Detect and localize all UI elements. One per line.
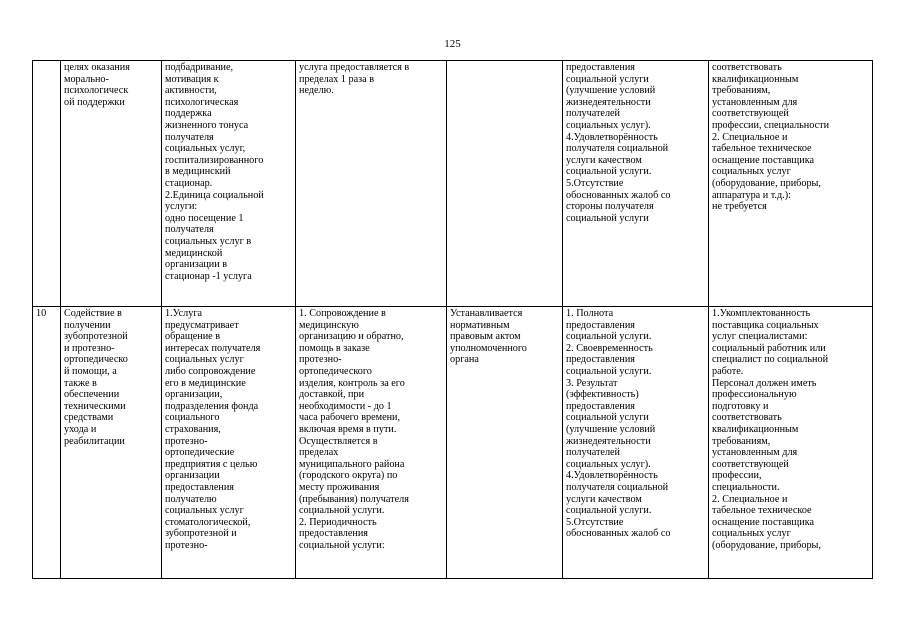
cell-text-line: морально-	[64, 73, 109, 85]
cell-text-line: 2. Периодичность	[299, 516, 377, 528]
cell-text-line: оснащение поставщика	[712, 154, 815, 166]
cell-text-line: квалификационным	[712, 423, 799, 435]
cell-text-line: социальных услуг).	[566, 458, 651, 470]
cell-text-line: зубопротезной	[64, 331, 128, 343]
cell-text-line: одно посещение 1	[165, 212, 244, 224]
cell-text-line: стороны получателя	[566, 201, 654, 213]
cell-text-line: предоставления	[299, 528, 368, 540]
cell-text-line: организацию и обратно,	[299, 331, 404, 343]
cell-text-line: стоматологической,	[165, 516, 251, 528]
cell-text-line: 5.Отсутствие	[566, 177, 624, 189]
cell-text-line: ортопедического	[299, 365, 372, 377]
cell-text-line: предоставления	[566, 319, 635, 331]
cell-text-line: социальный работник или	[712, 342, 826, 354]
cell-text-line: социальной услуги:	[299, 539, 385, 551]
cell-text-line: 2. Специальное и	[712, 131, 788, 143]
cell-text-line: требованиям,	[712, 85, 771, 97]
table-row	[33, 61, 873, 307]
cell-text-line: неделю.	[299, 85, 334, 97]
cell-text-line: требованиям,	[712, 435, 771, 447]
cell-text-line: предоставления	[566, 354, 635, 366]
cell-text-line: получателя	[165, 224, 214, 236]
cell-text-line: социальной услуги.	[566, 166, 652, 178]
cell-text-line: предоставления	[566, 62, 635, 73]
cell-text-line: социальной услуги	[566, 412, 649, 424]
cell-text-line: социальной услуги.	[566, 505, 652, 517]
cell-text-line: стационар.	[165, 177, 213, 189]
cell-text-line: получателя	[165, 131, 214, 143]
cell-text-line: реабилитации	[64, 435, 125, 447]
cell-text-line: оснащение поставщика	[712, 516, 815, 528]
cell-text-line: и протезно-	[64, 342, 115, 354]
cell-text-line: 2.Единица социальной	[165, 189, 264, 201]
cell-text-line: средствами	[64, 412, 114, 424]
cell-text-line: месту проживания	[299, 481, 380, 493]
cell-text-line: получателю	[165, 493, 217, 505]
cell-text-line: социальной услуги	[566, 212, 649, 224]
cell-text-line: психологическ	[64, 85, 129, 97]
cell-service-content	[162, 61, 296, 307]
cell-text-line: установленным для	[712, 96, 798, 108]
cell-text-line: услуги качеством	[566, 154, 642, 166]
cell-text-line: подбадривание,	[165, 62, 234, 73]
cell-text-line: протезно-	[165, 435, 208, 447]
cell-provision-conditions	[709, 307, 873, 579]
cell-tariff	[447, 307, 563, 579]
cell-text-line: также в	[64, 377, 97, 389]
cell-text-line: доставкой, при	[299, 389, 365, 401]
cell-text-line: 1.Услуга	[165, 308, 203, 319]
cell-text-line: мотивация к	[165, 73, 219, 85]
cell-text-line: правовым актом	[450, 331, 521, 343]
cell-text-line: Устанавливается	[450, 308, 523, 319]
cell-text-line: организации,	[165, 389, 223, 401]
cell-quality-indicators	[563, 307, 709, 579]
cell-text-line: Содействие в	[64, 308, 122, 319]
cell-text-line: зубопротезной и	[165, 528, 237, 540]
cell-tariff	[447, 61, 563, 307]
cell-text-line: организации в	[165, 259, 228, 271]
cell-quality-indicators	[563, 61, 709, 307]
cell-provision-conditions	[709, 61, 873, 307]
cell-text-line: социальных услуг	[712, 166, 791, 178]
cell-text-line: профессиональную	[712, 389, 797, 401]
cell-service-name	[61, 307, 162, 579]
cell-text-line: пределах	[299, 447, 339, 459]
cell-text-line: получении	[64, 319, 111, 331]
cell-text-line: получателя социальной	[566, 481, 669, 493]
cell-text-line: страхования,	[165, 423, 221, 435]
cell-text-line: 3. Результат	[566, 377, 618, 389]
cell-service-content	[162, 307, 296, 579]
cell-text-line: социальной услуги.	[299, 505, 385, 517]
cell-text-line: работе.	[712, 365, 744, 377]
cell-text-line: предусматривает	[165, 319, 239, 331]
cell-text-line: (городского округа) по	[299, 470, 398, 482]
cell-text-line: активности,	[165, 85, 217, 97]
cell-text-line: аппаратура и т.д.):	[712, 189, 791, 201]
table-row	[33, 307, 873, 579]
cell-text-line: квалификационным	[712, 73, 799, 85]
cell-text-line: социальных услуг	[712, 528, 791, 540]
cell-text-line: профессии,	[712, 470, 762, 482]
cell-text-line: обоснованных жалоб со	[566, 189, 671, 201]
cell-text-line: социальных услуг).	[566, 119, 651, 131]
cell-text-line: госпитализированного	[165, 154, 264, 166]
cell-text-line: предоставления	[566, 400, 635, 412]
cell-text-line: социальных услуг,	[165, 143, 246, 155]
cell-text-line: не требуется	[712, 201, 767, 213]
cell-text-line: й помощи, а	[64, 365, 117, 377]
cell-text-line: часа рабочего времени,	[299, 412, 401, 424]
cell-text-line: (пребывания) получателя	[299, 493, 409, 505]
cell-text-line: муниципального района	[299, 458, 405, 470]
cell-text-line: профессии, специальности	[712, 119, 830, 131]
cell-text-line: Персонал должен иметь	[712, 377, 817, 389]
services-table	[32, 60, 873, 579]
cell-text-line: техническими	[64, 400, 126, 412]
cell-text-line: специалист по социальной	[712, 354, 829, 366]
cell-text-line: включая время в пути.	[299, 423, 397, 435]
cell-text-line: (улучшение условий	[566, 85, 656, 97]
cell-text-line: изделия, контроль за его	[299, 377, 405, 389]
cell-text-line: социальных услуг в	[165, 235, 252, 247]
cell-text-line: интересах получателя	[165, 342, 261, 354]
cell-text-line: услуги качеством	[566, 493, 642, 505]
cell-text-line: (оборудование, приборы,	[712, 539, 821, 551]
cell-text-line: уполномоченного	[450, 342, 527, 354]
cell-text-line: предоставления	[165, 481, 234, 493]
cell-text-line: 2. Специальное и	[712, 493, 788, 505]
cell-text-line: социальной услуги.	[566, 365, 652, 377]
cell-text-line: в медицинский	[165, 166, 231, 178]
cell-text-line: организации	[165, 470, 220, 482]
cell-text-line: специальности.	[712, 481, 780, 493]
cell-text-line: (оборудование, приборы,	[712, 177, 821, 189]
cell-text-line: жизнедеятельности	[566, 96, 651, 108]
cell-text-line: соответствовать	[712, 62, 782, 73]
cell-text-line: необходимости - до 1	[299, 400, 392, 412]
cell-text-line: социального	[165, 412, 220, 424]
cell-text-line: обращение в	[165, 331, 221, 343]
cell-text-line: пределах 1 раза в	[299, 73, 375, 85]
cell-text-line: подготовку и	[712, 400, 769, 412]
page-number: 125	[444, 38, 461, 50]
cell-text-line: его в медицинские	[165, 377, 246, 389]
cell-text-line: табельное техническое	[712, 143, 812, 155]
cell-text-line: жизненного тонуса	[165, 119, 249, 131]
cell-text-line: установленным для	[712, 447, 798, 459]
cell-text-line: либо сопровождение	[165, 365, 256, 377]
cell-text-line: ортопедическо	[64, 354, 128, 366]
cell-text-line: (эффективность)	[566, 389, 639, 401]
cell-text-line: 4.Удовлетворённость	[566, 131, 658, 143]
cell-text-line: органа	[450, 354, 479, 366]
cell-text-line: обеспечении	[64, 389, 120, 401]
cell-text-line: 4.Удовлетворённость	[566, 470, 658, 482]
cell-text-line: психологическая	[165, 96, 239, 108]
cell-text-line: медицинской	[165, 247, 223, 259]
cell-text-line: ой поддержки	[64, 96, 125, 108]
cell-text-line: табельное техническое	[712, 505, 812, 517]
cell-text-line: 2. Своевременность	[566, 342, 653, 354]
cell-text-line: соответствующей	[712, 458, 789, 470]
cell-text-line: получателей	[566, 447, 621, 459]
cell-text-line: жизнедеятельности	[566, 435, 651, 447]
cell-text-line: протезно-	[165, 539, 208, 551]
cell-service-terms	[296, 61, 447, 307]
cell-text-line: Осуществляется в	[299, 435, 378, 447]
cell-number: 10	[33, 307, 61, 579]
cell-text-line: предприятия с целью	[165, 458, 258, 470]
cell-text-line: (улучшение условий	[566, 423, 656, 435]
cell-text-line: поддержка	[165, 108, 212, 120]
cell-text-line: протезно-	[299, 354, 342, 366]
cell-text-line: услуга предоставляется в	[299, 62, 410, 73]
cell-text-line: стационар -1 услуга	[165, 270, 252, 282]
cell-service-name	[61, 61, 162, 307]
cell-text-line: поставщика социальных	[712, 319, 819, 331]
cell-text-line: получателя социальной	[566, 143, 669, 155]
cell-text-line: 1. Сопровождение в	[299, 308, 386, 319]
cell-text-line: 5.Отсутствие	[566, 516, 624, 528]
cell-text-line: 1. Полнота	[566, 308, 614, 319]
cell-text-line: социальных услуг	[165, 505, 244, 517]
cell-text-line: социальной услуги.	[566, 331, 652, 343]
cell-text-line: услуг специалистами:	[712, 331, 808, 343]
cell-text-line: ухода и	[64, 423, 97, 435]
cell-text-line: медицинскую	[299, 319, 359, 331]
cell-text-line: нормативным	[450, 319, 510, 331]
cell-text-line: помощь в заказе	[299, 342, 370, 354]
cell-text-line: получателей	[566, 108, 621, 120]
cell-text-line: подразделения фонда	[165, 400, 259, 412]
cell-text-line: социальной услуги	[566, 73, 649, 85]
cell-text-line: 1.Укомплектованность	[712, 308, 811, 319]
cell-text-line: социальных услуг	[165, 354, 244, 366]
cell-text-line: соответствующей	[712, 108, 789, 120]
cell-text-line: обоснованных жалоб со	[566, 528, 671, 540]
cell-text-line: целях оказания	[64, 62, 130, 73]
cell-number	[33, 61, 61, 307]
cell-text-line: ортопедические	[165, 447, 235, 459]
cell-text-line: соответствовать	[712, 412, 782, 424]
cell-text-line: услуги:	[165, 201, 198, 213]
cell-service-terms	[296, 307, 447, 579]
